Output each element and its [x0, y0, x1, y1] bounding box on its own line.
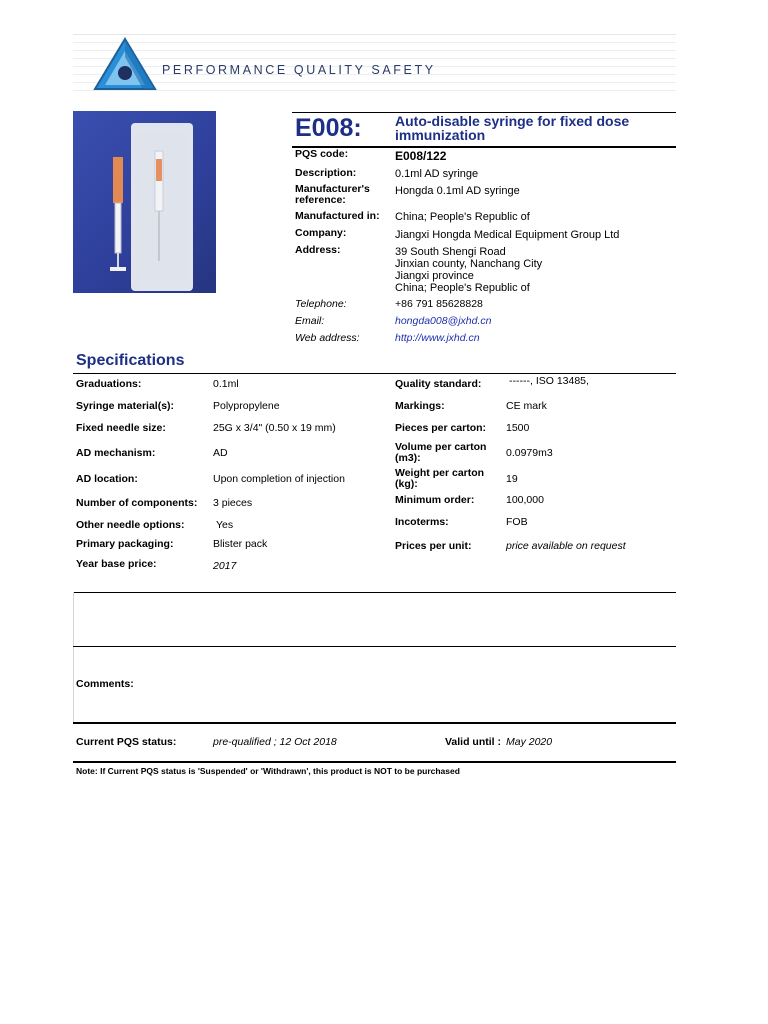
spec-ad-location-value: Upon completion of injection [213, 473, 345, 485]
box-rule-3 [73, 722, 676, 724]
brand-text: PERFORMANCE QUALITY SAFETY [162, 63, 436, 77]
spec-min-order-label: Minimum order: [395, 494, 475, 506]
company-label: Company: [295, 227, 347, 239]
spec-year-price-value: 2017 [213, 560, 237, 572]
spec-weight-value: 19 [506, 473, 518, 485]
spec-prices-label: Prices per unit: [395, 540, 472, 552]
purchase-note: Note: If Current PQS status is 'Suspended' or 'Withdrawn', this product is NOT to be purchased [76, 766, 460, 776]
email-link[interactable]: hongda008@jxhd.cn [395, 315, 492, 327]
telephone-label: Telephone: [295, 298, 347, 310]
spec-packaging-label: Primary packaging: [76, 538, 174, 550]
spec-components-value: 3 pieces [213, 497, 253, 509]
valid-until-value: May 2020 [506, 736, 553, 748]
spec-markings-label: Markings: [395, 400, 445, 412]
spec-incoterms-value: FOB [506, 516, 528, 528]
address-line-2: Jinxian county, Nanchang City [395, 258, 543, 270]
spec-quality-standard-value: ------, ISO 13485, [509, 375, 589, 387]
manufacturer-reference-label: Manufacturer's reference: [295, 183, 370, 206]
spec-rule [73, 373, 676, 374]
pqs-logo-icon [93, 37, 157, 93]
email-label: Email: [295, 315, 325, 327]
spec-volume-label: Volume per carton (m3): [395, 441, 487, 464]
spec-packaging-value: Blister pack [213, 538, 268, 550]
spec-prices-value: price available on request [506, 540, 626, 552]
spec-incoterms-label: Incoterms: [395, 516, 449, 528]
spec-volume-value: 0.0979m3 [506, 447, 553, 459]
product-code-heading: E008: [295, 114, 362, 142]
address-label: Address: [295, 244, 341, 256]
company-value: Jiangxi Hongda Medical Equipment Group Ltd [395, 229, 620, 241]
spec-needle-size-label: Fixed needle size: [76, 422, 166, 434]
box-rule-2 [73, 646, 676, 647]
spec-needle-options-label: Other needle options: [76, 519, 185, 531]
pqs-status-value: pre-qualified ; 12 Oct 2018 [213, 736, 337, 748]
spec-needle-options-value: Yes [216, 519, 234, 531]
pqs-code-value: E008/122 [395, 149, 447, 163]
spec-pieces-label: Pieces per carton: [395, 422, 487, 434]
spec-min-order-value: 100,000 [506, 494, 544, 506]
comments-label: Comments: [76, 678, 134, 690]
box-left-edge [73, 592, 74, 722]
product-photo [73, 111, 216, 293]
spec-ad-mechanism-label: AD mechanism: [76, 447, 156, 459]
manufactured-in-value: China; People's Republic of [395, 211, 530, 223]
box-rule-4 [73, 761, 676, 763]
spec-ad-mechanism-value: AD [213, 447, 228, 459]
spec-material-label: Syringe material(s): [76, 400, 175, 412]
spec-graduations-label: Graduations: [76, 378, 142, 390]
spec-components-label: Number of components: [76, 497, 198, 509]
manufacturer-reference-value: Hongda 0.1ml AD syringe [395, 185, 520, 197]
pqs-status-label: Current PQS status: [76, 736, 177, 748]
web-link[interactable]: http://www.jxhd.cn [395, 332, 480, 344]
description-value: 0.1ml AD syringe [395, 168, 479, 180]
address-line-3: Jiangxi province [395, 270, 474, 282]
spec-needle-size-value: 25G x 3/4" (0.50 x 19 mm) [213, 422, 336, 434]
spec-graduations-value: 0.1ml [213, 378, 239, 390]
product-title: Auto-disable syringe for fixed dose immunization [395, 113, 630, 143]
spec-weight-label: Weight per carton (kg): [395, 467, 485, 490]
manufactured-in-label: Manufactured in: [295, 210, 380, 222]
telephone-value: +86 791 85628828 [395, 298, 483, 310]
spec-material-value: Polypropylene [213, 400, 280, 412]
spec-pieces-value: 1500 [506, 422, 530, 434]
spec-markings-value: CE mark [506, 400, 547, 412]
description-label: Description: [295, 167, 357, 179]
spec-year-price-label: Year base price: [76, 558, 157, 570]
specifications-heading: Specifications [76, 352, 185, 369]
address-line-1: 39 South Shengi Road [395, 246, 506, 258]
title-rule-bottom [292, 146, 676, 148]
spec-quality-standard-label: Quality standard: [395, 378, 482, 390]
pqs-code-label: PQS code: [295, 148, 349, 160]
spec-ad-location-label: AD location: [76, 473, 138, 485]
address-line-4: China; People's Republic of [395, 282, 530, 294]
valid-until-label: Valid until : [445, 736, 502, 748]
box-rule-1 [73, 592, 676, 593]
web-label: Web address: [295, 332, 360, 344]
